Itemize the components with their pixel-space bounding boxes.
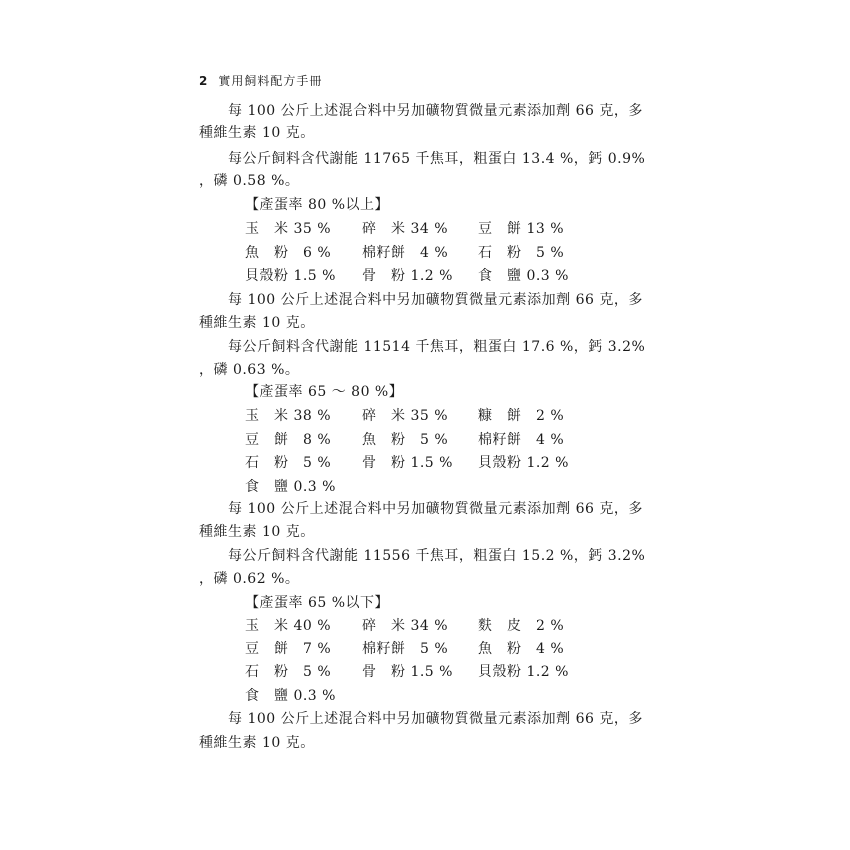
paragraph-line: 種維生素 10 克。 bbox=[199, 524, 315, 540]
ingredient-cell: 食 鹽 0.3 % bbox=[478, 268, 569, 284]
ingredient-cell: 石 粉 5 % bbox=[478, 245, 565, 261]
ingredient-cell: 麩 皮 2 % bbox=[478, 618, 565, 634]
ingredient-cell: 豆 餅 13 % bbox=[478, 221, 565, 237]
paragraph-line: 每 100 公斤上述混合料中另加礦物質微量元素添加劑 66 克，多 bbox=[228, 103, 643, 119]
paragraph-line: ，磷 0.62 %。 bbox=[199, 571, 300, 587]
ingredient-cell: 糠 餅 2 % bbox=[478, 408, 565, 424]
ingredient-cell: 骨 粉 1.5 % bbox=[362, 455, 453, 471]
paragraph-line: ，磷 0.63 %。 bbox=[199, 362, 300, 378]
running-header bbox=[199, 72, 322, 89]
ingredient-cell: 骨 粉 1.5 % bbox=[362, 664, 453, 680]
ingredient-cell: 玉 米 38 % bbox=[245, 408, 332, 424]
section-heading: 【產蛋率 80 %以上】 bbox=[245, 197, 390, 213]
ingredient-cell: 貝殼粉 1.2 % bbox=[478, 664, 569, 680]
paragraph-line: 每公斤飼料含代謝能 11556 千焦耳，粗蛋白 15.2 %，鈣 3.2% bbox=[228, 548, 646, 564]
ingredient-cell: 豆 餅 8 % bbox=[245, 432, 332, 448]
ingredient-cell: 碎 米 35 % bbox=[362, 408, 449, 424]
ingredient-cell: 魚 粉 4 % bbox=[478, 641, 565, 657]
paragraph-line: 種維生素 10 克。 bbox=[199, 315, 315, 331]
ingredient-cell: 棉籽餅 5 % bbox=[362, 641, 449, 657]
ingredient-cell: 棉籽餅 4 % bbox=[362, 245, 449, 261]
ingredient-cell: 魚 粉 6 % bbox=[245, 245, 332, 261]
paragraph-line: 每 100 公斤上述混合料中另加礦物質微量元素添加劑 66 克，多 bbox=[228, 501, 643, 517]
paragraph-line: 每 100 公斤上述混合料中另加礦物質微量元素添加劑 66 克，多 bbox=[228, 292, 643, 308]
ingredient-cell: 食 鹽 0.3 % bbox=[245, 688, 336, 704]
ingredient-cell: 食 鹽 0.3 % bbox=[245, 479, 336, 495]
ingredient-cell: 豆 餅 7 % bbox=[245, 641, 332, 657]
ingredient-cell: 石 粉 5 % bbox=[245, 664, 332, 680]
paragraph-line: 每公斤飼料含代謝能 11765 千焦耳，粗蛋白 13.4 %，鈣 0.9% bbox=[228, 151, 646, 167]
page-number: 2 bbox=[199, 74, 209, 88]
paragraph-line: 種維生素 10 克。 bbox=[199, 125, 315, 141]
ingredient-cell: 玉 米 35 % bbox=[245, 221, 332, 237]
ingredient-cell: 碎 米 34 % bbox=[362, 221, 449, 237]
paragraph-line: 每 100 公斤上述混合料中另加礦物質微量元素添加劑 66 克，多 bbox=[228, 711, 643, 727]
ingredient-cell: 魚 粉 5 % bbox=[362, 432, 449, 448]
ingredient-cell: 碎 米 34 % bbox=[362, 618, 449, 634]
book-title: 實用飼料配方手冊 bbox=[218, 74, 323, 88]
ingredient-cell: 石 粉 5 % bbox=[245, 455, 332, 471]
paragraph-line: 每公斤飼料含代謝能 11514 千焦耳，粗蛋白 17.6 %，鈣 3.2% bbox=[228, 339, 646, 355]
paragraph-line: ，磷 0.58 %。 bbox=[199, 173, 300, 189]
ingredient-cell: 棉籽餅 4 % bbox=[478, 432, 565, 448]
section-heading: 【產蛋率 65 %以下】 bbox=[245, 595, 390, 611]
ingredient-cell: 貝殼粉 1.2 % bbox=[478, 455, 569, 471]
section-heading: 【產蛋率 65 ～ 80 %】 bbox=[245, 384, 404, 400]
ingredient-cell: 骨 粉 1.2 % bbox=[362, 268, 453, 284]
ingredient-cell: 玉 米 40 % bbox=[245, 618, 332, 634]
paragraph-line: 種維生素 10 克。 bbox=[199, 735, 315, 751]
ingredient-cell: 貝殼粉 1.5 % bbox=[245, 268, 336, 284]
